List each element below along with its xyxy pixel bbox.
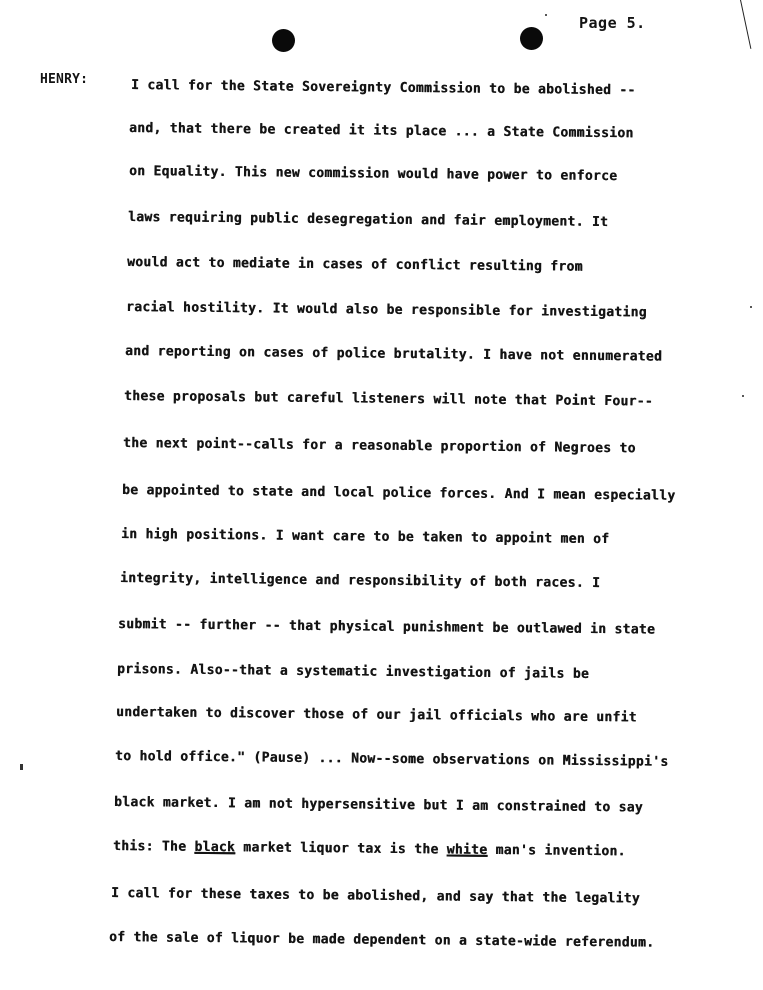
text-line-20: of the sale of liquor be made dependent on a state-wide referendum. xyxy=(108,929,655,951)
scan-speck xyxy=(545,14,547,16)
underlined-word-black: black xyxy=(194,838,236,856)
underlined-word-white: white xyxy=(446,841,488,858)
text-line-6: racial hostility. It would also be responsible for investigating xyxy=(125,299,647,321)
text-line-2: and, that there be created it its place ... a State Commission xyxy=(128,120,634,142)
text-fragment: market liquor tax is the xyxy=(234,839,447,858)
punch-hole-right xyxy=(520,27,543,50)
text-line-9: the next point--calls for a reasonable proportion of Negroes to xyxy=(122,435,636,457)
speaker-label: HENRY: xyxy=(40,72,89,87)
text-line-8: these proposals but careful listeners will note that Point Four-- xyxy=(123,388,654,410)
text-line-12: integrity, intelligence and responsibility of both races. I xyxy=(119,570,601,592)
text-line-15: undertaken to discover those of our jail officials who are unfit xyxy=(115,704,637,726)
text-line-10: be appointed to state and local police forces. And I mean especially xyxy=(121,482,676,504)
text-line-3: on Equality. This new commission would have power to enforce xyxy=(128,163,618,185)
text-fragment: this: The xyxy=(112,838,195,855)
text-line-7: and reporting on cases of police brutality. I have not ennumerated xyxy=(124,343,663,365)
text-line-5: would act to mediate in cases of conflict resulting from xyxy=(126,254,583,275)
text-line-11: in high positions. I want care to be taken to appoint men of xyxy=(120,526,610,548)
text-line-4: laws requiring public desegregation and fair employment. It xyxy=(127,209,609,231)
scan-speck xyxy=(750,306,752,308)
punch-hole-left xyxy=(272,29,295,52)
page-edge-mark xyxy=(740,0,751,49)
text-line-19: I call for these taxes to be abolished, and say that the legality xyxy=(110,885,641,907)
scan-speck xyxy=(742,395,744,397)
text-line-1: I call for the State Sovereignty Commission to be abolished -- xyxy=(130,77,636,99)
text-line-14: prisons. Also--that a systematic investigation of jails be xyxy=(116,661,590,682)
text-line-13: submit -- further -- that physical punishment be outlawed in state xyxy=(117,616,656,638)
text-line-18 xyxy=(113,838,626,859)
page-number: Page 5. xyxy=(579,14,646,32)
text-fragment: man's invention. xyxy=(487,841,626,860)
text-line-17: black market. I am not hypersensitive but I am constrained to say xyxy=(113,794,644,816)
margin-mark xyxy=(20,764,23,770)
text-line-16: to hold office." (Pause) ... Now--some observations on Mississippi's xyxy=(114,748,669,770)
